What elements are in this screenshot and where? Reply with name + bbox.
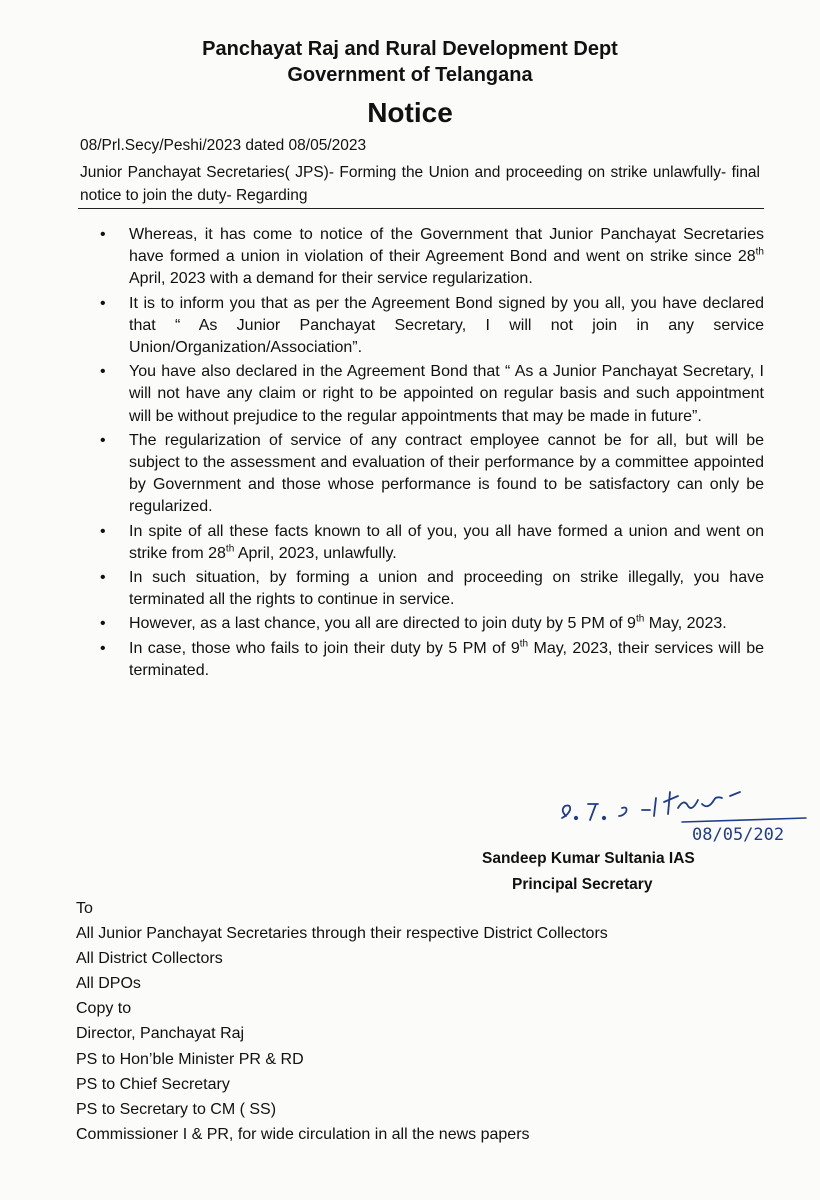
bullet-icon: • [100,615,106,633]
notice-point [98,430,764,519]
svg-text:08/05/202: 08/05/202 [692,825,785,845]
notice-point [98,521,764,565]
distribution-line: Commissioner I & PR, for wide circulation in all the news papers [76,1125,530,1143]
notice-point [98,224,764,291]
bullet-icon: • [100,294,106,312]
notice-point [98,293,764,360]
distribution-line: PS to Chief Secretary [76,1075,230,1093]
notice-point [98,361,764,428]
notice-point [98,613,764,635]
government-heading: Government of Telangana [287,64,533,86]
distribution-line: PS to Secretary to CM ( SS) [76,1100,277,1118]
distribution-line: To [76,900,93,917]
notice-point-text: However, as a last chance, you all are directed to join duty by 5 PM of 9th May, 2023. [129,614,727,633]
distribution-line: All Junior Panchayat Secretaries through their respective District Collectors [76,925,608,943]
signer-name: Sandeep Kumar Sultania IAS [482,850,695,867]
subject-line: Junior Panchayat Secretaries( JPS)- Forming the Union and proceeding on strike unlawfully- final notice to join the duty- Regarding [80,164,760,204]
reference-number: 08/Prl.Secy/Peshi/2023 dated 08/05/2023 [80,137,367,154]
notice-point-text: In such situation, by forming a union and proceeding on strike illegally, you have terminated all the rights to continue in service. [129,569,764,609]
notice-point [98,567,764,611]
notice-point-text: In spite of all these facts known to all of you, you all have formed a union and went on strike from 28th April, 2023, unlawfully. [129,522,764,562]
notice-point-text: The regularization of service of any contract employee cannot be for all, but will be subject to the assessment and evaluation of their performance by a committee appointed by Government and those whose performance is found to be satisfactory can only be regularized. [129,431,764,516]
notice-point-text: You have also declared in the Agreement Bond that “ As a Junior Panchayat Secretary, I will not have any claim or right to be appointed on regular basis and such appointment will be without prejudice to the regular appointments that may be made in future”. [129,363,764,425]
distribution-list [76,896,776,1147]
notice-points [98,224,764,684]
notice-point [98,638,764,682]
distribution-line: All DPOs [76,975,141,993]
notice-title: Notice [367,97,453,128]
bullet-icon: • [100,363,106,381]
bullet-icon: • [100,522,106,540]
distribution-line: PS to Hon’ble Minister PR & RD [76,1050,304,1068]
handwritten-signature [552,780,820,850]
bullet-icon: • [100,226,106,243]
department-heading: Panchayat Raj and Rural Development Dept [202,38,618,60]
notice-point-text: Whereas, it has come to notice of the Government that Junior Panchayat Secretaries have formed a union in violation of their Agreement Bond and went on strike since 28th April, 2023 with a demand for their service regularization. [129,226,764,288]
distribution-line: Copy to [76,1000,132,1018]
notice-point-text: It is to inform you that as per the Agreement Bond signed by you all, you have declared that “ As Junior Panchayat Secretary, I will not join in any service Union/Organization/Association”. [129,294,764,357]
bullet-icon: • [100,569,106,587]
subject-underline [78,208,764,209]
notice-point-text: In case, those who fails to join their duty by 5 PM of 9th May, 2023, their services will be terminated. [129,638,765,679]
distribution-line: Director, Panchayat Raj [76,1025,245,1043]
distribution-line: All District Collectors [76,950,223,968]
signer-title: Principal Secretary [512,876,653,893]
bullet-icon: • [100,431,106,449]
bullet-icon: • [100,639,106,657]
